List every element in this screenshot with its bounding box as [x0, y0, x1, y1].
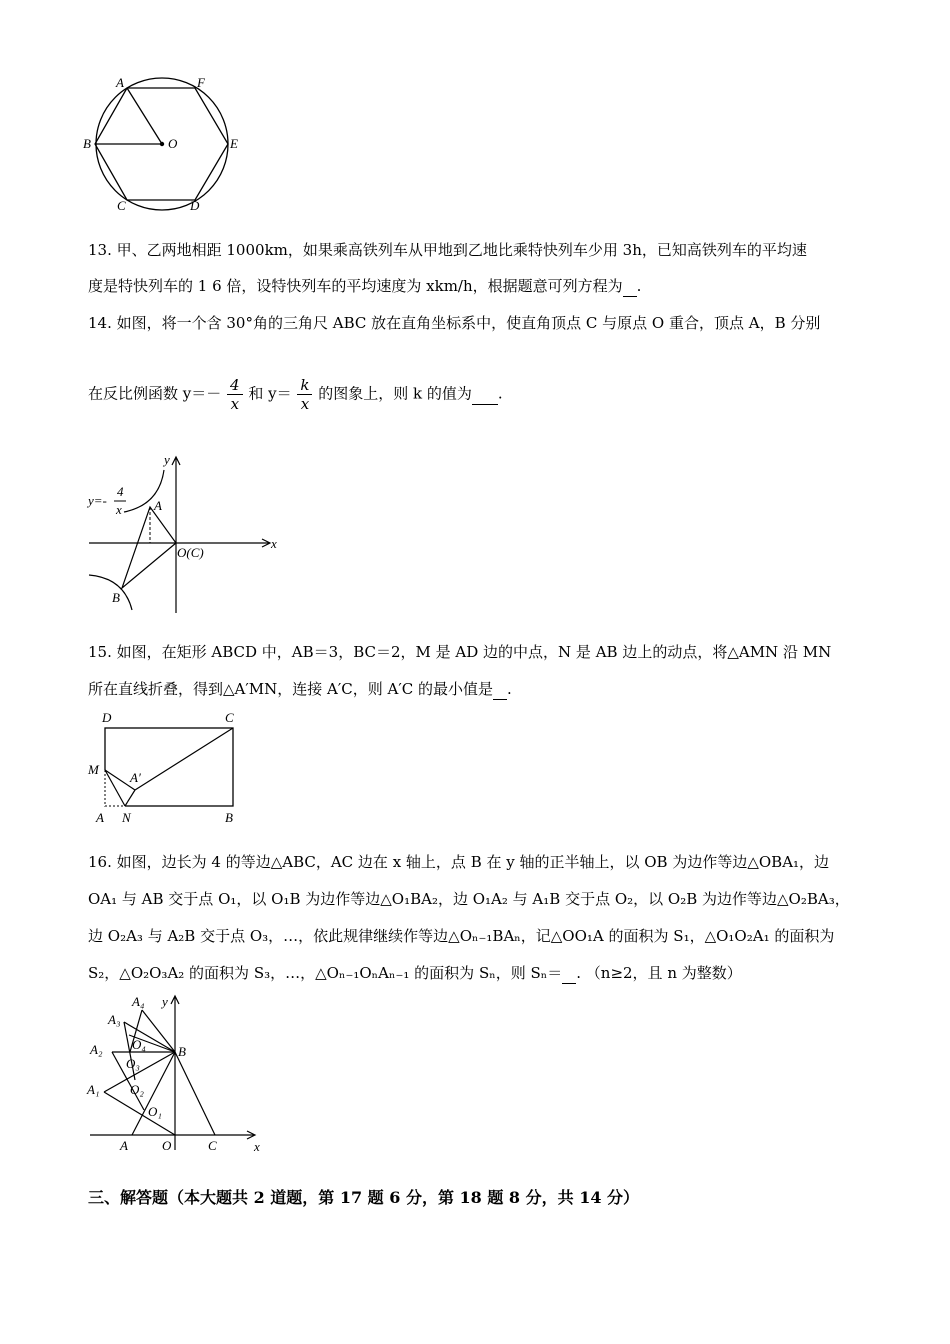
- segment-BC: [175, 1052, 215, 1135]
- question-15-line1: 15. 如图，在矩形 ABCD 中，AB＝3，BC＝2，M 是 AD 边的中点，N 是 AB 边上的动点，将△AMN 沿 MN: [88, 643, 832, 661]
- label-A-prime: A′: [130, 770, 141, 785]
- label-C: C: [117, 198, 126, 213]
- label-O2: O₂: [130, 1082, 144, 1097]
- question-16-line4: S₂，△O₂O₃A₂ 的面积为 S₃，…，△Oₙ₋₁OₙAₙ₋₁ 的面积为 Sₙ，则 Sₙ＝ . （n≥2，且 n 为整数）: [88, 964, 742, 982]
- coordinate-triangle-figure: [84, 450, 284, 620]
- label-B: B: [178, 1044, 186, 1059]
- label-x: x: [254, 1139, 260, 1154]
- label-O: O: [162, 1138, 172, 1153]
- segment-NA1: [125, 790, 135, 806]
- label-C: C: [208, 1138, 217, 1153]
- segment-AO: [127, 88, 162, 144]
- eq-num: 4: [117, 484, 124, 499]
- question-16-line3: 边 O₂A₃ 与 A₂B 交于点 O₃，…，依此规律继续作等边△Oₙ₋₁BAₙ，记△OO₁A 的面积为 S₁，△O₁O₂A₁ 的面积为: [88, 927, 835, 945]
- label-B: B: [112, 590, 120, 605]
- label-x: x: [271, 536, 277, 551]
- label-y: y: [162, 994, 168, 1009]
- segment-MN: [105, 770, 125, 806]
- question-16-line2: OA₁ 与 AB 交于点 O₁，以 O₁B 为边作等边△O₁BA₂，边 O₁A₂ 与 A₁B 交于点 O₂，以 O₂B 为边作等边△O₂BA₃，: [88, 890, 850, 908]
- answer-blank-14: [472, 384, 498, 405]
- label-A: A: [120, 1138, 128, 1153]
- segment-A1C: [135, 728, 233, 790]
- hyperbola-lower: [89, 575, 132, 610]
- triangle-ABC: [122, 507, 176, 588]
- rectangle-fold-figure: [84, 708, 254, 830]
- label-A: A: [154, 498, 162, 513]
- eq-label: y=-: [88, 493, 107, 508]
- label-M: M: [88, 762, 99, 777]
- section-3-heading: 三、解答题（本大题共 2 道题，第 17 题 6 分，第 18 题 8 分，共 14 分）: [88, 1188, 640, 1207]
- label-y: y: [164, 452, 170, 467]
- question-16-line1: 16. 如图，边长为 4 的等边△ABC，AC 边在 x 轴上，点 B 在 y 轴的正半轴上，以 OB 为边作等边△OBA₁，边: [88, 853, 830, 871]
- question-16-text: S₂，△O₂O₃A₂ 的面积为 S₃，…，△Oₙ₋₁OₙAₙ₋₁ 的面积为 Sₙ，则 Sₙ＝: [88, 964, 563, 982]
- label-A: A: [96, 810, 104, 825]
- question-15-text: 所在直线折叠，得到△A′MN，连接 A′C，则 A′C 的最小值是: [88, 680, 493, 698]
- answer-blank-15: [493, 679, 507, 700]
- label-O: O: [168, 136, 178, 151]
- fraction-k-over-x: $\frac{k}{x}$: [297, 376, 312, 413]
- question-13-line1: 13. 甲、乙两地相距 1000km，如果乘高铁列车从甲地到乙地比乘特快列车少用 3h，已知高铁列车的平均速: [88, 241, 807, 259]
- label-A3: A₃: [108, 1012, 121, 1027]
- label-D: D: [102, 710, 112, 725]
- label-O4: O₄: [132, 1037, 146, 1052]
- label-B: B: [225, 810, 233, 825]
- fraction-4-over-x: $\frac{4}{x}$: [227, 376, 243, 413]
- label-E: E: [230, 136, 238, 151]
- label-N: N: [122, 810, 131, 825]
- label-D: D: [190, 198, 200, 213]
- label-C: C: [225, 710, 234, 725]
- equilateral-triangles-figure: [82, 990, 272, 1155]
- label-O1: O₁: [148, 1104, 162, 1119]
- question-13-line2: 度是特快列车的 1 6 倍，设特快列车的平均速度为 xkm/h，根据题意可列方程为 .: [88, 277, 642, 295]
- answer-blank-13: [623, 276, 637, 297]
- question-14-line2: 在反比例函数 y＝－ $\frac{4}{x}$ 和 y＝ $\frac{k}{x}$ 的图象上，则 k 的值为 .: [88, 376, 503, 413]
- label-A4: A₄: [132, 994, 145, 1009]
- label-F: F: [197, 76, 205, 90]
- q14-suffix: 的图象上，则 k 的值为: [318, 384, 472, 403]
- question-13-text: 度是特快列车的 1 6 倍，设特快列车的平均速度为 xkm/h，根据题意可列方程为: [88, 277, 623, 295]
- label-A2: A₂: [90, 1042, 103, 1057]
- segment-OA1: [104, 1092, 175, 1135]
- label-B: B: [83, 136, 91, 151]
- label-O3: O₃: [126, 1056, 140, 1071]
- label-A: A: [116, 76, 124, 90]
- question-14-line1: 14. 如图，将一个含 30°角的三角尺 ABC 放在直角坐标系中，使直角顶点 C 与原点 O 重合，顶点 A，B 分别: [88, 314, 821, 332]
- answer-blank-16: [562, 963, 576, 984]
- eq-den: x: [116, 502, 122, 517]
- label-A1: A₁: [87, 1082, 100, 1097]
- label-O: O(C): [177, 545, 204, 560]
- point-O: [160, 142, 164, 146]
- q14-prefix: 在反比例函数 y＝－: [88, 384, 222, 403]
- q14-mid: 和 y＝: [248, 384, 292, 403]
- hexagon-circle-figure: [80, 76, 250, 216]
- question-15-line2: 所在直线折叠，得到△A′MN，连接 A′C，则 A′C 的最小值是 .: [88, 680, 512, 698]
